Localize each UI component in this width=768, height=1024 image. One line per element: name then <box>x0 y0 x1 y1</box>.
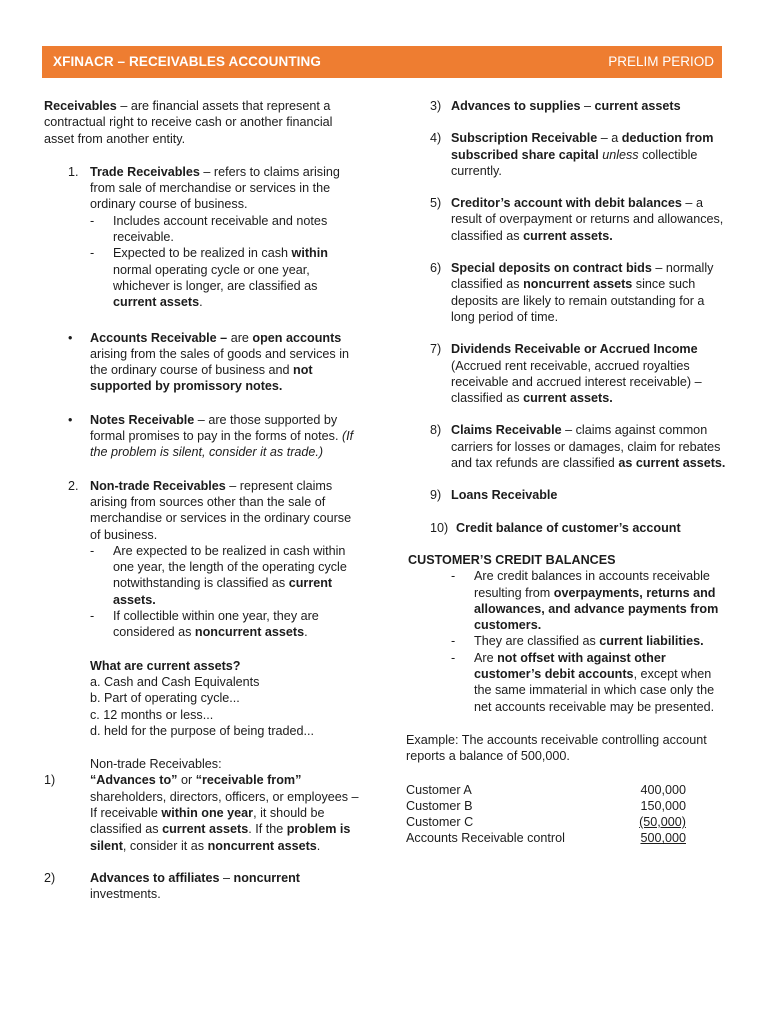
current-assets-item: d. held for the purpose of being traded... <box>90 723 315 738</box>
document-header <box>42 46 722 78</box>
receivable-item: 7) Dividends Receivable or Accrued Income (Accrued rent receivable, accrued royalties receivable and accrued interest receivable) – classified as current assets. <box>430 342 702 406</box>
current-assets-item: b. Part of operating cycle... <box>90 691 240 706</box>
control-label: Accounts Receivable control <box>406 831 565 846</box>
left-column <box>44 98 364 902</box>
control-amount: 500,000 <box>640 831 686 846</box>
customer-amount: 150,000 <box>640 798 686 813</box>
current-assets-item: c. 12 months or less... <box>90 707 214 722</box>
receivable-item: 5) Creditor’s account with debit balances – a result of overpayment or returns and allowances, classified as current assets. <box>430 196 724 243</box>
credit-balance-point: - Are credit balances in accounts receivable resulting from overpayments, returns and allowances, and advance payments from customers. <box>451 569 719 633</box>
table-row <box>406 814 686 830</box>
customer-amount: (50,000) <box>639 815 686 830</box>
receivables-definition: Receivables – are financial assets that represent a contractual right to receive cash or another financial asset from another entity. <box>44 99 333 146</box>
example-intro: Example: The accounts receivable controlling account reports a balance of 500,000. <box>406 732 707 764</box>
current-assets-block <box>44 658 364 739</box>
right-column <box>406 98 726 847</box>
credit-balance-point: - Are not offset with against other customer’s debit accounts, except when the same immaterial in which case only the net accounts receivable may be presented. <box>451 650 715 714</box>
notes-receivable-item: • Notes Receivable – are those supported by formal promises to pay in the forms of notes. (If the problem is silent, consider it as trade.) <box>68 412 354 460</box>
customer-label: Customer C <box>406 815 474 830</box>
receivable-item: 8) Claims Receivable – claims against common carriers for losses or damages, claim for rebates and tax refunds are classified as current assets. <box>430 423 726 471</box>
trade-sub-item: - Includes account receivable and notes receivable. <box>90 213 328 245</box>
non-trade-sub-item: - If collectible within one year, they are considered as noncurrent assets. <box>90 609 319 640</box>
document-title: XFINACR – RECEIVABLES ACCOUNTING <box>53 54 321 69</box>
non-trade-list-item: 1) “Advances to” or “receivable from” shareholders, directors, officers, or employees – If receivable within one year, it should be classified as current assets. If the problem is silent, consider it as noncurrent assets. <box>44 773 359 853</box>
example-table <box>406 782 686 847</box>
trade-receivables-item: 1. Trade Receivables – refers to claims arising from sale of merchandise or services in the ordinary course of business. - Includes account receivable and notes receivable. - Expected to be realized in cash within normal operating cycle or one year, whichever is longer, are classified as current assets. <box>44 164 364 311</box>
table-row <box>406 830 686 846</box>
non-trade-receivables-item: 2. Non-trade Receivables – represent claims arising from sources other than the sale of merchandise or services in the ordinary course of business. - Are expected to be realized in cash within one year, the length of the operating cycle notwithstanding is classified as current assets. - If collectible within one year, they are considered as noncurrent assets. <box>44 478 364 641</box>
receivable-item: 6) Special deposits on contract bids – normally classified as noncurrent assets since such deposits are likely to remain outstanding for a long period of time. <box>430 261 714 324</box>
customer-label: Customer A <box>406 782 472 797</box>
table-row <box>406 782 686 798</box>
trade-sub-item: - Expected to be realized in cash within normal operating cycle or one year, whichever is longer, are classified as current assets. <box>90 246 328 310</box>
non-trade-sub-item: - Are expected to be realized in cash within one year, the length of the operating cycle notwithstanding is classified as current assets. <box>90 543 347 607</box>
non-trade-list-heading: Non-trade Receivables: <box>90 757 222 772</box>
period-label: PRELIM PERIOD <box>608 54 714 69</box>
receivable-item: 3) Advances to supplies – current assets <box>430 99 681 113</box>
accounts-receivable-item: • Accounts Receivable – are open accounts arising from the sales of goods and services in the ordinary course of business and not supported by promissory notes. <box>68 330 350 394</box>
current-assets-item: a. Cash and Cash Equivalents <box>90 674 260 689</box>
receivable-item: 4) Subscription Receivable – a deduction from subscribed share capital unless collectible currently. <box>430 131 714 178</box>
customer-label: Customer B <box>406 798 473 813</box>
receivable-item: 9) Loans Receivable <box>430 488 558 503</box>
customer-credit-balances-heading: CUSTOMER’S CREDIT BALANCES <box>408 552 616 567</box>
receivable-item: 10) Credit balance of customer’s account <box>430 520 681 535</box>
non-trade-list-item: 2) Advances to affiliates – noncurrent investments. <box>44 870 300 902</box>
table-row <box>406 798 686 814</box>
credit-balance-point: - They are classified as current liabilities. <box>451 634 704 649</box>
current-assets-question: What are current assets? <box>90 658 241 673</box>
customer-amount: 400,000 <box>640 782 686 797</box>
